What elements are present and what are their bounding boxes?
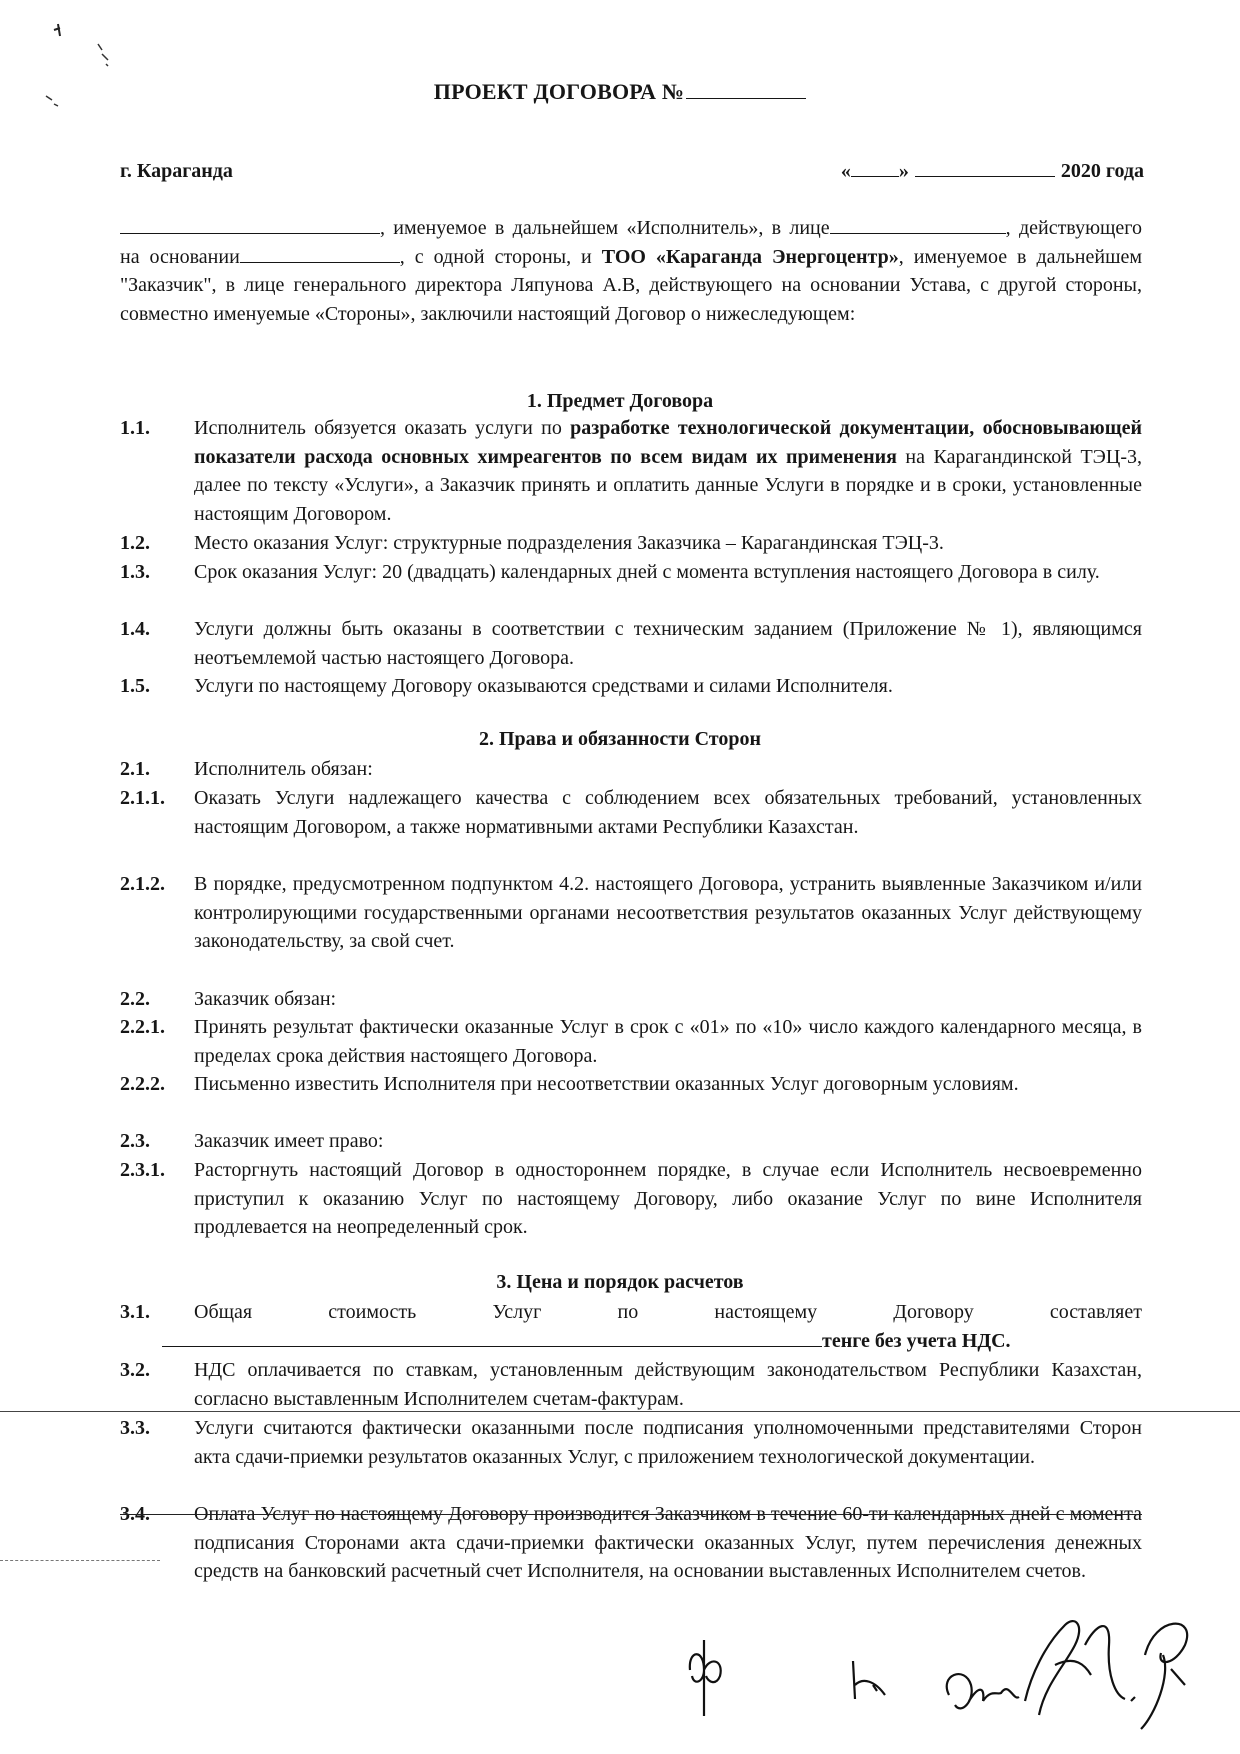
representative-blank (830, 215, 1006, 234)
clause-1-4 (120, 615, 1142, 672)
clause-text: НДС оплачивается по ставкам, установленным действующим законодательством Республики Казахстан, согласно выставленным Исполнителем счетам-фактурам. (194, 1359, 1142, 1410)
clause-number: 2.2.2. (120, 1073, 165, 1095)
clause-1-3 (120, 558, 1142, 587)
clause-1-1 (120, 414, 1142, 528)
clause-2-3-1 (120, 1156, 1142, 1242)
clause-number: 2.1. (120, 758, 150, 780)
price-amount-blank (162, 1328, 822, 1347)
month-blank (915, 160, 1055, 177)
clause-2-2-1 (120, 1013, 1142, 1070)
clause-number: 1.3. (120, 561, 150, 583)
clause-1-5 (120, 672, 1142, 701)
clause-number: 3.3. (120, 1417, 150, 1439)
clause-text-part: на Карагандинской ТЭЦ-3, далее по тексту «Услуги», а Заказчик принять и оплатить данные Услуги в порядке и в сроки, установленные настоящим Договором. (194, 445, 1142, 525)
clause-number: 3.1. (120, 1301, 150, 1323)
date-open-quote: « (840, 160, 851, 182)
section-3-title: 3. Цена и порядок расчетов (496, 1271, 744, 1293)
clause-text: Принять результат фактически оказанные Услуг в срок с «01» по «10» число каждого календарного месяца, в пределах срока действия настоящего Договора. (194, 1016, 1142, 1067)
preamble (120, 214, 1142, 328)
customer-org-name: ТОО «Караганда Энергоцентр» (601, 245, 899, 268)
clause-text: Место оказания Услуг: структурные подразделения Заказчика – Карагандинская ТЭЦ-3. (194, 532, 944, 554)
clause-3-2 (120, 1356, 1142, 1413)
clause-number: 2.2. (120, 988, 150, 1010)
clause-text-bold: тенге без учета НДС. (822, 1330, 1011, 1352)
clause-text-part: Исполнитель обязуется оказать услуги по (194, 417, 571, 439)
scan-artifact-dotted-line (0, 1560, 160, 1561)
clause-text: Услуги считаются фактически оказанными после подписания уполномоченными представителями Сторон акта сдачи-приемки результатов оказанных Услуг, с приложением технологической документации. (194, 1417, 1142, 1468)
contract-number-blank (686, 78, 806, 99)
clause-2-2-2 (120, 1070, 1142, 1099)
initials-signature (680, 1620, 740, 1720)
day-blank (851, 160, 899, 177)
clause-number: 1.5. (120, 675, 150, 697)
clause-text: Заказчик имеет право: (194, 1130, 384, 1152)
clause-3-1-amount (120, 1327, 1142, 1356)
preamble-text: действующего на основании (120, 217, 1142, 268)
clause-number: 1.2. (120, 532, 150, 554)
section-1-title: 1. Предмет Договора (526, 390, 714, 412)
clause-number: 1.4. (120, 618, 150, 640)
strikethrough-line (120, 1514, 1142, 1515)
clause-text: Услуги по настоящему Договору оказываются средствами и силами Исполнителя. (194, 675, 893, 697)
clause-text: Срок оказания Услуг: 20 (двадцать) календарных дней с момента вступления настоящего Договора в силу. (194, 561, 1100, 583)
city: г. Караганда (120, 160, 233, 182)
section-2-title: 2. Права и обязанности Сторон (478, 728, 762, 750)
contract-date (841, 160, 1144, 183)
director-signature (935, 1605, 1205, 1735)
clause-number: 1.1. (120, 417, 150, 439)
clause-2-1 (120, 755, 1142, 784)
preamble-text: , именуемое в дальнейшем "Заказчик", в лице генерального директора Ляпунова А.В, действующего на основании Устава, с другой стороны, совместно именуемые «Стороны», заключили настоящий Договор о нижеследующем: (120, 245, 1143, 325)
clause-number: 2.3. (120, 1130, 150, 1152)
preamble-text: , именуемое в дальнейшем «Исполнитель», в лице (380, 217, 830, 239)
contractor-name-blank (120, 215, 380, 234)
clause-number: 2.1.1. (120, 787, 165, 809)
clause-3-4 (120, 1500, 1142, 1586)
clause-number: 2.2.1. (120, 1016, 165, 1038)
clause-text: Письменно известить Исполнителя при несоответствии оказанных Услуг договорным условиям. (194, 1073, 1019, 1095)
document-title (0, 78, 1240, 105)
basis-blank (240, 244, 400, 263)
preamble-text: , (1005, 217, 1011, 239)
date-year: 2020 года (1060, 160, 1144, 182)
clause-text: Оплата Услуг по настоящему Договору производится Заказчиком в течение 60-ти календарных дней с момента подписания Сторонами акта сдачи-приемки фактически оказанных Услуг, путем перечисления денежных средств на банковский расчетный счет Исполнителя, на основании выставленных Исполнителем счетов. (194, 1503, 1142, 1583)
clause-1-2 (120, 529, 1142, 558)
clause-2-1-1 (120, 784, 1142, 841)
clause-text: Заказчик обязан: (194, 988, 337, 1010)
clause-text: Общая стоимость Услуг по настоящему Договору составляет (194, 1301, 1142, 1323)
date-close-quote: » (898, 160, 909, 182)
clause-2-3 (120, 1127, 1142, 1156)
clause-2-1-2 (120, 870, 1142, 956)
clause-text: Оказать Услуги надлежащего качества с соблюдением всех обязательных требований, установленных настоящим Договором, а также нормативными актами Республики Казахстан. (194, 787, 1142, 838)
clause-2-2 (120, 985, 1142, 1014)
initials-mark (845, 1655, 895, 1705)
preamble-text: , с одной стороны, и (399, 245, 592, 268)
clause-number: 3.4. (120, 1503, 150, 1525)
clause-3-3 (120, 1414, 1142, 1471)
preamble-paragraph (120, 214, 1142, 328)
scan-artifact-line (0, 1411, 1240, 1412)
clause-number: 3.2. (120, 1359, 150, 1381)
clause-text (194, 414, 1142, 528)
clause-number: 2.1.2. (120, 873, 165, 895)
clause-text: Расторгнуть настоящий Договор в одностороннем порядке, в случае если Исполнитель несвоевременно приступил к оказанию Услуг по настоящему Договору, либо оказание Услуг по вине Исполнителя продлевается на неопределенный срок. (194, 1159, 1142, 1239)
clause-text: В порядке, предусмотренном подпунктом 4.2. настоящего Договора, устранить выявленные Заказчиком и/или контролирующими государственными органами несоответствия результатов оказанных Услуг действующему законодательству, за свой счет. (194, 873, 1142, 953)
clause-text: Исполнитель обязан: (194, 758, 373, 780)
clause-3-1 (120, 1298, 1142, 1327)
clause-text: Услуги должны быть оказаны в соответствии с техническим заданием (Приложение № 1), являющимся неотъемлемой частью настоящего Договора. (194, 618, 1142, 669)
clause-text-bold: разработке технологической документации, обосновывающей показатели расхода основных химреагентов по всем видам их применения (194, 417, 1142, 468)
clause-number: 2.3.1. (120, 1159, 165, 1181)
document-title-text: ПРОЕКТ ДОГОВОРА № (433, 79, 685, 104)
